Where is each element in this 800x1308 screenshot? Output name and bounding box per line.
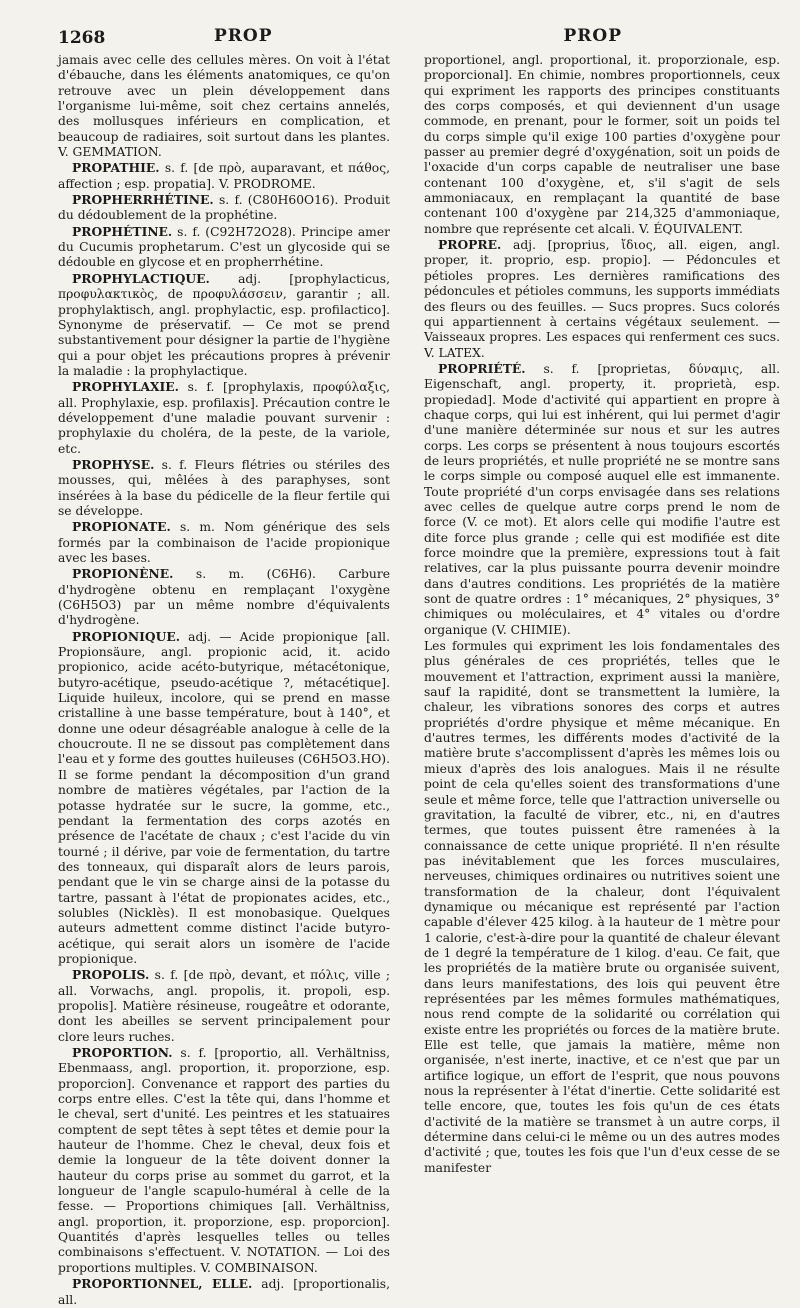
right-column xyxy=(424,52,780,1175)
headword: PROPHYSE. xyxy=(72,456,155,472)
headword: PROPHERRHÉTINE. xyxy=(72,192,214,208)
headword: PROPIONÈNE. xyxy=(72,566,174,582)
headword: PROPOLIS. xyxy=(72,967,150,983)
headword: PROPATHIE. xyxy=(72,160,160,176)
entry-propolis: PROPOLIS. s. f. [de πρὸ, devant, et πόλις, ville ; all. Vorwachs, angl. propolis, it. propoli, esp. propolis]. Matière résineuse, rougeâtre et odorante, dont les abeilles se servent principalement pour clore leurs ruches. xyxy=(58,967,390,1044)
entry-continuation: jamais avec celle des cellules mères. On voit à l'état d'ébauche, dans les éléments anatomiques, ce qu'on retrouve avec un plein développement dans l'organisme lui-même, soit chez certains annelés, des mollusques inférieurs en complication, et beaucoup de radiaires, soit surtout dans les plantes. V. GEMMATION. xyxy=(58,53,390,160)
entry-propionene: PROPIONÈNE. s. m. (C6H6). Carbure d'hydrogène obtenu en remplaçant l'oxygène (C6H5O3) par un même nombre d'équivalents d'hydrogène. xyxy=(58,566,390,628)
running-head-left: PROP xyxy=(214,26,273,46)
entry-propriete-paragraph: Les formules qui expriment les lois fondamentales des plus générales de ces propriétés, telles que le mouvement et l'attraction, expriment aussi la manière, sauf la rapidité, dont se transmettent la lumière, la chaleur, les vibrations sonores des corps et autres propriétés d'ordre physique et même mécanique. En d'autres termes, les différents modes d'activité de la matière brute s'accomplissent d'après les mêmes lois ou mieux d'après des lois analogues. Mais il ne résulte point de cela qu'elles soient des transformations d'une seule et même force, telle que l'attraction universelle ou gravitation, la faculté de vibrer, etc., ni, en d'autres termes, que toutes puissent être ramenées à la connaissance de cette unique propriété. Il n'en résulte pas inévitablement que les forces musculaires, nerveuses, chimiques ordinaires ou nutritives soient une transformation de la chaleur, dont l'équivalent dynamique ou mécanique est représenté par l'action capable d'élever 425 kilog. à la hauteur de 1 mètre pour 1 calorie, c'est-à-dire pour la quantité de chaleur élevant de 1 degré la température de 1 kilog. d'eau. Ce fait, que les propriétés de la matière brute ou organisée suivent, dans leurs manifestations, des lois qui peuvent être représentées par les mêmes formules mathématiques, nous rend compte de la solidarité ou corrélation qui existe entre les propriétés ou forces de la matière brute. Elle est telle, que jamais la matière, même non organisée, n'est inerte, inactive, et ce n'est que par un artifice logique, un effort de l'esprit, que nous pouvons nous la représenter à l'état d'inertie. Cette solidarité est telle encore, que, toutes les fois qu'un de ces états d'activité de la matière se transmet à un autre corps, il détermine dans celui-ci le même ou un des autres modes d'activité ; que, toutes les fois que l'un d'eux cesse de se manifester xyxy=(424,639,780,1175)
running-head-right: PROP xyxy=(563,26,622,46)
headword: PROPORTIONNEL, ELLE. xyxy=(72,1276,253,1292)
entry-continuation: proportionel, angl. proportional, it. proporzionale, esp. proporcional]. En chimie, nombres proportionnels, ceux qui expriment les rapports des principes constituants des corps composés, et qui deviennent d'un usage commode, en prenant, pour le former, soit un poids tel du corps simple qu'il exige 100 parties d'oxygène pour passer au premier degré d'oxygénation, soit un poids de l'oxacide d'un corps capable de neutraliser une base contenant 100 d'oxygène, et, s'il s'agit de sels ammoniacaux, en remplaçant la quantité de base contenant 100 d'oxygène par 214,325 d'ammoniaque, nombre que représente cet alcali. V. ÉQUIVALENT. xyxy=(424,53,780,236)
headword: PROPRE. xyxy=(438,237,502,253)
entry-propriete: PROPRIÉTÉ. s. f. [proprietas, δύναμις, all. Eigenschaft, angl. property, it. proprietà, esp. propiedad]. Mode d'activité qui appartient en propre à chaque corps, qui lui est inhérent, qui lui permet d'agir d'une manière déterminée sur nous et sur les autres corps. Les corps se présentent à nous toujours escortés de leurs propriétés, et nulle propriété ne se montre sans le corps simple ou composé auquel elle est immanente. Toute propriété d'un corps envisagée dans ses relations avec celles de quelque autre corps prend le nom de force (V. ce mot). Et alors celle qui modifie l'autre est dite force plus grande ; celle qui est modifiée est dite force moindre que la première, expressions tout à fait relatives, car la plus puissante pourra devenir moindre dans d'autres conditions. Les propriétés de la matière sont de quatre ordres : 1° mécaniques, 2° physiques, 3° chimiques ou moléculaires, et 4° vitales ou d'ordre organique (V. CHIMIE). xyxy=(424,360,780,637)
entry-propathie: PROPATHIE. s. f. [de πρὸ, auparavant, et πάθος, affection ; esp. propatia]. V. PRODROME. xyxy=(58,160,390,191)
headword: PROPIONATE. xyxy=(72,519,171,535)
headword: PROPORTION. xyxy=(72,1045,173,1060)
left-column xyxy=(58,52,390,1307)
entry-propherrhetine: PROPHERRHÉTINE. s. f. (C80H60O16). Produit du dédoublement de la prophétine. xyxy=(58,192,390,223)
entry-proportionnel: PROPORTIONNEL, ELLE. adj. [proportionalis, all. xyxy=(58,1276,390,1307)
entry-prophyse: PROPHYSE. s. f. Fleurs flétries ou stériles des mousses, qui, mêlées à des paraphyses, sont insérées à la base du pédicelle de la fleur fertile qui se développe. xyxy=(58,456,390,518)
entry-prophylactique: PROPHYLACTIQUE. adj. [prophylacticus, προφυλακτικὸς, de προφυλάσσειν, garantir ; all. prophylaktisch, angl. prophylactic, esp. profilactico]. Synonyme de préservatif. — Ce mot se prend substantivement pour désigner la partie de l'hygiène qui a pour objet les précautions propres à prévenir la maladie : la prophylactique. xyxy=(58,270,390,378)
headword: PROPHÉTINE. xyxy=(72,223,173,239)
headword: PROPRIÉTÉ. xyxy=(438,360,526,376)
entry-propionique: PROPIONIQUE. adj. — Acide propionique [all. Propionsäure, angl. propionic acid, it. acido propionico, acide acéto-butyrique, métacétonique, butyro-acétique, pseudo-acétique ?, métacétique]. Liquide huileux, incolore, qui se prend en masse cristalline à une basse température, bout à 140°, et donne une odeur désagréable analogue à celle de la choucroute. Il ne se dissout pas complètement dans l'eau et y forme des gouttes huileuses (C6H5O3.HO). Il se forme pendant la décomposition d'un grand nombre de matières végétales, par l'action de la potasse hydratée sur le sucre, la gomme, etc., pendant la fermentation des corps azotés en présence de l'acétate de chaux ; c'est l'acide du vin tourné ; il dérive, par voie de fermentation, du tartre des tonneaux, qui disparaît alors de leurs parois, pendant que le vin se charge ainsi de la potasse du tartre, passant à l'état de propionates acides, etc., solubles (Nicklès). Il est monobasique. Quelques auteurs admettent comme distinct l'acide butyro-acétique, qui serait alors un isomère de l'acide propionique. xyxy=(58,628,390,966)
entry-prophetine: PROPHÉTINE. s. f. (C92H72O28). Principe amer du Cucumis prophetarum. C'est un glycoside qui se dédouble en glycose et en propherrhétine. xyxy=(58,223,390,270)
page-header xyxy=(58,26,770,50)
entry-propre: PROPRE. adj. [proprius, ἴδιος, all. eigen, angl. proper, it. proprio, esp. propio]. — Pédoncules et pétioles propres. Les dernières ramifications des pédoncules et pétioles communs, les supports immédiats des fleurs ou des feuilles. — Sucs propres. Sucs colorés qui appartiennent à certains végétaux seulement. — Vaisseaux propres. Les espaces qui renferment ces sucs. V. LATEX. xyxy=(424,237,780,360)
page-number: 1268 xyxy=(58,28,106,48)
entry-proportion: PROPORTION. s. f. [proportio, all. Verhältniss, Ebenmaass, angl. proportion, it. proporzione, esp. proporcion]. Convenance et rapport des parties du corps entre elles. C'est la tête qui, dans l'homme et le cheval, sert d'unité. Les peintres et les statuaires comptent de sept têtes à sept têtes et demie pour la hauteur de l'homme. Chez le cheval, deux fois et demie la longueur de la tête doivent donner la hauteur du corps prise au sommet du garrot, et la longueur de l'angle scapulo-huméral à celle de la fesse. — Proportions chimiques [all. Verhältniss, angl. proportion, it. proporzione, esp. proporcion]. Quantités d'après lesquelles telles ou telles combinaisons s'effectuent. V. NOTATION. — Loi des proportions multiples. V. COMBINAISON. xyxy=(58,1045,390,1275)
headword: PROPIONIQUE. xyxy=(72,628,180,644)
headword: PROPHYLACTIQUE. xyxy=(72,270,210,286)
headword: PROPHYLAXIE. xyxy=(72,379,179,395)
entry-prophylaxie: PROPHYLAXIE. s. f. [prophylaxis, προφύλαξις, all. Prophylaxie, esp. profilaxis]. Précaution contre le développement d'une maladie pouvant survenir : prophylaxie du choléra, de la peste, de la variole, etc. xyxy=(58,379,390,456)
entry-propionate: PROPIONATE. s. m. Nom générique des sels formés par la combinaison de l'acide propionique avec les bases. xyxy=(58,519,390,565)
